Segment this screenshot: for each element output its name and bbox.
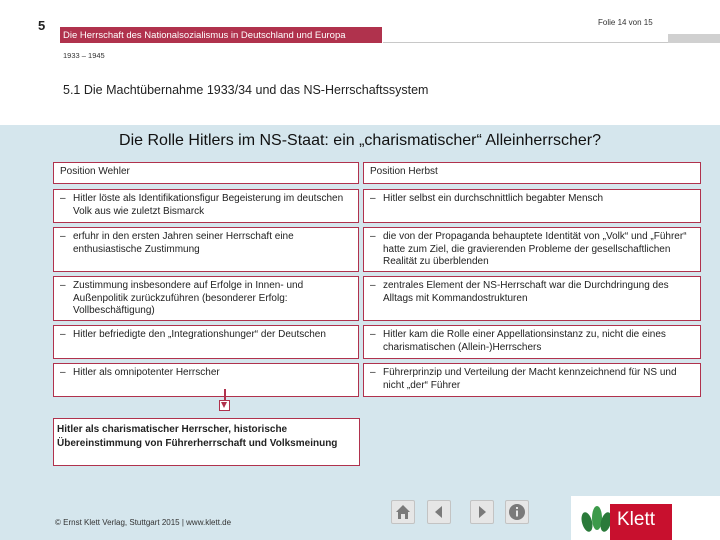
cell-text: die von der Propaganda behauptete Identität von „Volk“ und „Führer“ hatte zum Ziel, die gravierenden Probleme der gesellschaftlichen Realität zu überblenden [383,231,687,267]
info-button[interactable] [505,500,529,524]
klett-logo-text: Klett [617,509,656,530]
cell-text: Hitler kam die Rolle einer Appellationsinstanz zu, nicht die eines charismatischen (Allein-)Herrschers [383,329,666,353]
bullet-dash: – [60,280,66,291]
conclusion-box: Hitler als charismatischer Herrscher, historische Übereinstimmung von Führerherrschaft und Volksmeinung [53,418,360,466]
cell-text: Hitler selbst ein durchschnittlich begabter Mensch [383,193,604,204]
previous-button[interactable] [427,500,451,524]
cell-text: Hitler befriedigte den „Integrationshunger“ der Deutschen [73,329,326,340]
table-cell-wehler [53,325,359,359]
bullet-dash: – [60,367,66,378]
table-row [53,363,701,397]
arrow-head [221,402,227,408]
bullet-dash: – [370,231,376,242]
klett-clover-icon [575,496,615,540]
cell-text: erfuhr in den ersten Jahren seiner Herrschaft eine enthusiastische Zustimmung [73,231,294,255]
period-label: 1933 – 1945 [63,51,105,60]
bullet-dash: – [60,231,66,242]
home-icon [394,503,412,521]
bullet-dash: – [60,193,66,204]
slide-header [0,0,720,125]
chapter-number: 5 [38,18,46,33]
table-row [53,276,701,321]
previous-icon [430,503,448,521]
next-icon [473,503,491,521]
cell-text: Hitler löste als Identifikationsfigur Begeisterung im deutschen Volk aus wie zuletzt Bismarck [73,193,344,217]
section-title: 5.1 Die Machtübernahme 1933/34 und das NS-Herrschaftssystem [63,83,429,97]
next-button[interactable] [470,500,494,524]
cell-text: Hitler als omnipotenter Herrscher [73,367,220,378]
bullet-dash: – [370,329,376,340]
arrow-connector [224,389,226,400]
table-cell-wehler [53,227,359,272]
header-accent-block [668,34,720,43]
column-header-herbst: Position Herbst [363,162,701,184]
cell-text: Zustimmung insbesondere auf Erfolge in Innen- und Außenpolitik zurückzuführen (besonderer Erfolg: Vollbeschäftigung) [73,280,304,316]
table-cell-herbst [363,363,701,397]
table-cell-herbst [363,227,701,272]
table-cell-herbst [363,276,701,321]
table-row [53,227,701,272]
table-cell-wehler [53,189,359,223]
bullet-dash: – [370,280,376,291]
info-icon [508,503,526,521]
bullet-dash: – [60,329,66,340]
chapter-title: Die Herrschaft des Nationalsozialismus in Deutschland und Europa [63,30,346,41]
table-cell-herbst [363,325,701,359]
slide-counter: Folie 14 von 15 [598,18,653,27]
bullet-dash: – [370,193,376,204]
table-cell-herbst [363,189,701,223]
column-header-wehler: Position Wehler [53,162,359,184]
copyright-text: © Ernst Klett Verlag, Stuttgart 2015 | www.klett.de [55,518,232,527]
cell-text: Führerprinzip und Verteilung der Macht kennzeichnend für NS und nicht „der“ Führer [383,367,677,391]
table-row [53,325,701,359]
table-cell-wehler [53,363,359,397]
bullet-dash: – [370,367,376,378]
table-header-row [53,162,701,184]
table-cell-wehler [53,276,359,321]
cell-text: zentrales Element der NS-Herrschaft war die Durchdringung des Alltags mit Kommandostrukturen [383,280,669,304]
home-button[interactable] [391,500,415,524]
page-title: Die Rolle Hitlers im NS-Staat: ein „charismatischer“ Alleinherrscher? [119,132,601,149]
table-row [53,189,701,223]
